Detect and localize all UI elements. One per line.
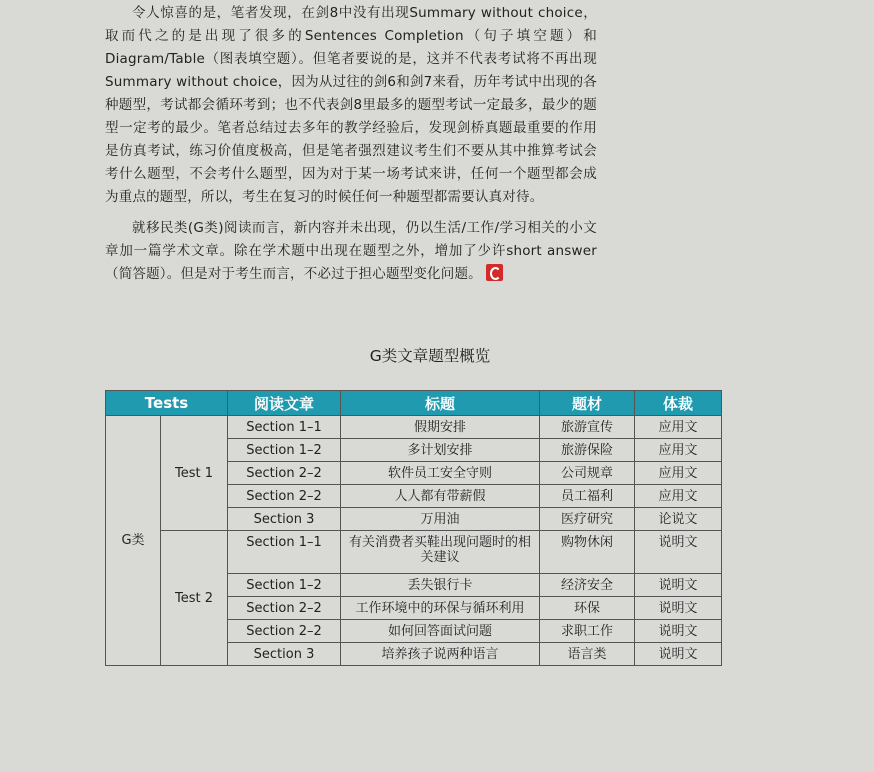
genre-cell: 应用文 — [635, 485, 722, 508]
table-title: G类文章题型概览 — [369, 347, 491, 365]
test-name-cell: Test 2 — [161, 531, 228, 666]
publisher-logo-icon — [486, 264, 503, 281]
topic-cell: 员工福利 — [540, 485, 635, 508]
section-cell: Section 2–2 — [228, 597, 341, 620]
title-cell: 如何回答面试问题 — [341, 620, 540, 643]
section-cell: Section 1–1 — [228, 416, 341, 439]
genre-cell: 论说文 — [635, 508, 722, 531]
genre-cell: 说明文 — [635, 597, 722, 620]
genre-cell: 说明文 — [635, 574, 722, 597]
topic-cell: 旅游保险 — [540, 439, 635, 462]
section-cell: Section 2–2 — [228, 485, 341, 508]
genre-cell: 说明文 — [635, 643, 722, 666]
topic-cell: 求职工作 — [540, 620, 635, 643]
title-cell: 工作环境中的环保与循环利用 — [341, 597, 540, 620]
title-cell: 假期安排 — [341, 416, 540, 439]
title-cell: 软件员工安全守则 — [341, 462, 540, 485]
title-cell: 丢失银行卡 — [341, 574, 540, 597]
topic-cell: 旅游宣传 — [540, 416, 635, 439]
genre-cell: 应用文 — [635, 462, 722, 485]
paragraph-2 — [105, 217, 597, 286]
title-cell: 人人都有带薪假 — [341, 485, 540, 508]
genre-cell: 应用文 — [635, 416, 722, 439]
genre-cell: 说明文 — [635, 620, 722, 643]
header-topic: 题材 — [540, 391, 635, 416]
topic-cell: 经济安全 — [540, 574, 635, 597]
topic-cell: 公司规章 — [540, 462, 635, 485]
topic-cell: 环保 — [540, 597, 635, 620]
section-cell: Section 2–2 — [228, 620, 341, 643]
genre-cell: 说明文 — [635, 531, 722, 574]
test-name-cell: Test 1 — [161, 416, 228, 531]
title-cell: 多计划安排 — [341, 439, 540, 462]
header-genre: 体裁 — [635, 391, 722, 416]
header-article: 阅读文章 — [228, 391, 341, 416]
section-cell: Section 2–2 — [228, 462, 341, 485]
section-cell: Section 3 — [228, 643, 341, 666]
table-row — [106, 416, 722, 439]
header-tests: Tests — [106, 391, 228, 416]
topic-cell: 医疗研究 — [540, 508, 635, 531]
section-cell: Section 1–1 — [228, 531, 341, 574]
section-cell: Section 1–2 — [228, 574, 341, 597]
topic-cell: 语言类 — [540, 643, 635, 666]
title-cell: 有关消费者买鞋出现问题时的相关建议 — [341, 531, 540, 574]
table-header-row — [106, 391, 722, 416]
body-text — [105, 2, 597, 294]
table-row — [106, 531, 722, 574]
paragraph-2-text: 就移民类(G类)阅读而言，新内容并未出现，仍以生活/工作/学习相关的小文章加一篇学术文章。除在学术题中出现在题型之外，增加了少许short answer（简答题）。但是对于考生而言，不必过于担心题型变化问题。 — [105, 220, 597, 282]
title-cell: 培养孩子说两种语言 — [341, 643, 540, 666]
section-cell: Section 3 — [228, 508, 341, 531]
paragraph-1: 令人惊喜的是，笔者发现，在剑8中没有出现Summary without choice，取而代之的是出现了很多的Sentences Completion（句子填空题）和Diagram/Table（图表填空题）。但笔者要说的是，这并不代表考试将不再出现Summary without choice，因为从过往的剑6和剑7来看，历年考试中出现的各种题型，考试都会循环考到；也不代表剑8里最多的题型考试一定最多，最少的题型一定考的最少。笔者总结过去多年的教学经验后，发现剑桥真题最重要的作用是仿真考试，练习价值度极高，但是笔者强烈建议考生们不要从其中推算考试会考什么题型，不会考什么题型，因为对于某一场考试来讲，任何一个题型都会成为重点的题型，所以，考生在复习的时候任何一种题型都需要认真对待。 — [105, 5, 597, 205]
genre-cell: 应用文 — [635, 439, 722, 462]
title-cell: 万用油 — [341, 508, 540, 531]
topic-cell: 购物休闲 — [540, 531, 635, 574]
section-cell: Section 1–2 — [228, 439, 341, 462]
overview-table — [105, 390, 722, 666]
header-title: 标题 — [341, 391, 540, 416]
category-cell: G类 — [106, 416, 161, 666]
